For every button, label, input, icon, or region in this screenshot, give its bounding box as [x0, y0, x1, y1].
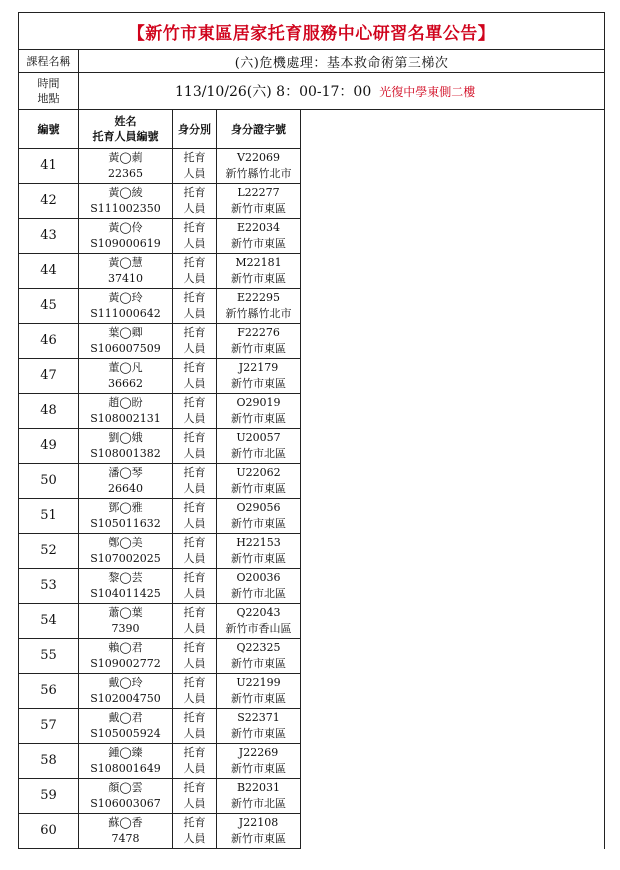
row-identity-cell — [173, 709, 217, 744]
row-identity-line1: 托育 — [183, 676, 206, 689]
row-id-number: U22062 — [236, 466, 281, 479]
row-number: 49 — [19, 429, 79, 464]
header-name — [79, 110, 173, 149]
row-number: 41 — [19, 149, 79, 184]
row-id-number: O29019 — [236, 396, 281, 409]
row-name-cell — [79, 709, 173, 744]
row-identity-cell — [173, 464, 217, 499]
row-number: 45 — [19, 289, 79, 324]
row-number: 60 — [19, 814, 79, 849]
location-label: 地點 — [37, 92, 60, 105]
row-identity-line1: 托育 — [183, 711, 206, 724]
row-number: 54 — [19, 604, 79, 639]
row-name-cell — [79, 184, 173, 219]
row-identity-line1: 托育 — [183, 571, 206, 584]
row-id-cell — [217, 254, 301, 289]
row-area: 新竹縣竹北市 — [225, 307, 292, 320]
row-area: 新竹市香山區 — [225, 622, 292, 635]
row-identity-line1: 托育 — [183, 431, 206, 444]
row-id-number: U22199 — [236, 676, 281, 689]
row-number: 46 — [19, 324, 79, 359]
row-id-number: H22153 — [236, 536, 281, 549]
row-identity-line1: 托育 — [183, 606, 206, 619]
row-number: 58 — [19, 744, 79, 779]
row-identity-line2: 人員 — [183, 307, 206, 320]
row-id-number: U20057 — [236, 431, 281, 444]
row-number: 51 — [19, 499, 79, 534]
row-identity-line1: 托育 — [183, 291, 206, 304]
row-identity-line2: 人員 — [183, 692, 206, 705]
row-id-cell — [217, 779, 301, 814]
row-caregiver-code: 26640 — [108, 482, 143, 495]
row-identity-cell — [173, 219, 217, 254]
row-identity-line2: 人員 — [183, 657, 206, 670]
row-identity-line1: 托育 — [183, 221, 206, 234]
row-identity-line2: 人員 — [183, 447, 206, 460]
row-identity-line2: 人員 — [183, 762, 206, 775]
row-number: 53 — [19, 569, 79, 604]
row-caregiver-code: 36662 — [108, 377, 143, 390]
row-number: 52 — [19, 534, 79, 569]
row-area: 新竹市東區 — [231, 657, 286, 670]
roster-table — [18, 12, 605, 849]
row-area: 新竹市北區 — [231, 797, 286, 810]
row-identity-cell — [173, 289, 217, 324]
row-name-cell — [79, 324, 173, 359]
row-area: 新竹市東區 — [231, 237, 286, 250]
row-area: 新竹市東區 — [231, 377, 286, 390]
row-id-number: Q22325 — [236, 641, 281, 654]
course-name: (六)危機處理：基本救命術第三梯次 — [79, 50, 605, 73]
row-identity-cell — [173, 324, 217, 359]
row-caregiver-code: 37410 — [108, 272, 143, 285]
row-number: 48 — [19, 394, 79, 429]
row-identity-cell — [173, 359, 217, 394]
row-id-cell — [217, 534, 301, 569]
row-id-number: O29056 — [236, 501, 281, 514]
row-caregiver-code: S108002131 — [90, 412, 161, 425]
row-identity-line1: 托育 — [183, 326, 206, 339]
row-identity-line1: 托育 — [183, 256, 206, 269]
row-name-cell — [79, 779, 173, 814]
row-id-number: Q22043 — [236, 606, 281, 619]
row-identity-cell — [173, 429, 217, 464]
row-caregiver-code: S111000642 — [90, 307, 161, 320]
row-number: 50 — [19, 464, 79, 499]
row-id-cell — [217, 219, 301, 254]
row-number: 44 — [19, 254, 79, 289]
row-number: 47 — [19, 359, 79, 394]
row-identity-line1: 托育 — [183, 641, 206, 654]
row-identity-cell — [173, 779, 217, 814]
row-id-number: F22276 — [237, 326, 280, 339]
row-identity-line1: 托育 — [183, 816, 206, 829]
row-identity-line1: 托育 — [183, 781, 206, 794]
row-area: 新竹市東區 — [231, 832, 286, 845]
row-identity-line2: 人員 — [183, 412, 206, 425]
row-name-cell — [79, 744, 173, 779]
row-identity-cell — [173, 569, 217, 604]
row-id-number: L22277 — [237, 186, 280, 199]
header-id-number: 身分證字號 — [217, 110, 301, 149]
row-identity-cell — [173, 744, 217, 779]
row-number: 56 — [19, 674, 79, 709]
row-caregiver-code: S109002772 — [90, 657, 161, 670]
row-name-cell — [79, 569, 173, 604]
row-identity-line2: 人員 — [183, 517, 206, 530]
row-name: 蘇◯香 — [108, 816, 143, 829]
row-area: 新竹市北區 — [231, 447, 286, 460]
row-identity-cell — [173, 604, 217, 639]
row-identity-cell — [173, 499, 217, 534]
row-number: 43 — [19, 219, 79, 254]
row-caregiver-code: S105011632 — [90, 517, 161, 530]
time-location-label — [19, 73, 79, 110]
blank-area — [301, 110, 605, 849]
row-name-cell — [79, 359, 173, 394]
row-identity-cell — [173, 394, 217, 429]
row-name-cell — [79, 149, 173, 184]
row-name-cell — [79, 604, 173, 639]
row-caregiver-code: S108001382 — [90, 447, 161, 460]
row-id-cell — [217, 359, 301, 394]
row-identity-line2: 人員 — [183, 272, 206, 285]
row-identity-line2: 人員 — [183, 832, 206, 845]
row-id-number: V22069 — [237, 151, 280, 164]
session-time: 113/10/26(六) 8：00-17：00 — [175, 84, 372, 100]
row-id-cell — [217, 149, 301, 184]
row-identity-line1: 托育 — [183, 746, 206, 759]
row-name: 黃◯玲 — [108, 291, 143, 304]
row-identity-cell — [173, 184, 217, 219]
row-id-cell — [217, 569, 301, 604]
row-identity-line2: 人員 — [183, 622, 206, 635]
time-label: 時間 — [37, 77, 60, 90]
row-name: 趙◯盼 — [108, 396, 143, 409]
row-identity-line1: 托育 — [183, 466, 206, 479]
row-name-cell — [79, 254, 173, 289]
row-area: 新竹市東區 — [231, 482, 286, 495]
row-identity-line1: 托育 — [183, 151, 206, 164]
row-identity-line2: 人員 — [183, 167, 206, 180]
session-location: 光復中學東側二樓 — [379, 85, 476, 99]
row-name-cell — [79, 429, 173, 464]
row-name: 鍾◯臻 — [108, 746, 143, 759]
row-name-cell — [79, 394, 173, 429]
row-name-cell — [79, 289, 173, 324]
row-identity-cell — [173, 674, 217, 709]
header-number: 編號 — [19, 110, 79, 149]
row-caregiver-code: S111002350 — [90, 202, 161, 215]
row-id-cell — [217, 709, 301, 744]
row-identity-line2: 人員 — [183, 797, 206, 810]
row-identity-line1: 托育 — [183, 361, 206, 374]
row-identity-line2: 人員 — [183, 727, 206, 740]
row-caregiver-code: S105005924 — [90, 727, 161, 740]
row-name: 鄭◯美 — [108, 536, 143, 549]
row-area: 新竹市東區 — [231, 517, 286, 530]
row-area: 新竹縣竹北市 — [225, 167, 292, 180]
row-caregiver-code: S108001649 — [90, 762, 161, 775]
row-identity-line1: 托育 — [183, 536, 206, 549]
row-id-cell — [217, 184, 301, 219]
row-id-cell — [217, 464, 301, 499]
row-caregiver-code: 7390 — [111, 622, 140, 635]
row-number: 59 — [19, 779, 79, 814]
row-id-number: E22295 — [236, 291, 281, 304]
row-name: 劉◯娥 — [108, 431, 143, 444]
row-id-number: M22181 — [235, 256, 282, 269]
row-name: 戴◯君 — [108, 711, 143, 724]
row-name: 顏◯雲 — [108, 781, 143, 794]
row-name: 蕭◯葉 — [108, 606, 143, 619]
row-caregiver-code: 7478 — [111, 832, 140, 845]
row-area: 新竹市東區 — [231, 692, 286, 705]
row-identity-line2: 人員 — [183, 202, 206, 215]
row-name: 黃◯莿 — [108, 151, 143, 164]
row-identity-line2: 人員 — [183, 587, 206, 600]
row-name-cell — [79, 499, 173, 534]
row-identity-line2: 人員 — [183, 237, 206, 250]
row-caregiver-code: S109000619 — [90, 237, 161, 250]
row-id-cell — [217, 499, 301, 534]
header-identity: 身分別 — [173, 110, 217, 149]
row-identity-cell — [173, 149, 217, 184]
row-name-cell — [79, 464, 173, 499]
row-identity-cell — [173, 639, 217, 674]
row-area: 新竹市東區 — [231, 762, 286, 775]
row-name: 黎◯芸 — [108, 571, 143, 584]
announcement-sheet — [18, 12, 604, 849]
row-id-cell — [217, 289, 301, 324]
row-name-cell — [79, 534, 173, 569]
row-number: 55 — [19, 639, 79, 674]
row-caregiver-code: S107002025 — [90, 552, 161, 565]
course-label: 課程名稱 — [19, 50, 79, 73]
row-caregiver-code: S102004750 — [90, 692, 161, 705]
row-id-number: J22269 — [238, 746, 279, 759]
row-id-cell — [217, 744, 301, 779]
page-title: 【新竹市東區居家托育服務中心研習名單公告】 — [19, 13, 605, 50]
row-number: 57 — [19, 709, 79, 744]
row-name: 黃◯伶 — [108, 221, 143, 234]
row-caregiver-code: S104011425 — [90, 587, 161, 600]
row-area: 新竹市東區 — [231, 272, 286, 285]
row-identity-line1: 托育 — [183, 501, 206, 514]
row-name: 董◯凡 — [108, 361, 143, 374]
row-caregiver-code: S106007509 — [90, 342, 161, 355]
row-id-number: B22031 — [236, 781, 281, 794]
row-caregiver-code: 22365 — [108, 167, 143, 180]
row-identity-cell — [173, 534, 217, 569]
table-header-row — [19, 110, 605, 149]
row-name-cell — [79, 674, 173, 709]
row-area: 新竹市東區 — [231, 412, 286, 425]
header-name-line2: 托育人員編號 — [92, 130, 159, 143]
row-area: 新竹市東區 — [231, 202, 286, 215]
row-area: 新竹市東區 — [231, 552, 286, 565]
row-id-number: O20036 — [236, 571, 281, 584]
row-name: 戴◯玲 — [108, 676, 143, 689]
row-identity-line2: 人員 — [183, 377, 206, 390]
row-name: 黃◯慧 — [108, 256, 143, 269]
row-name-cell — [79, 814, 173, 849]
row-id-cell — [217, 674, 301, 709]
row-name: 鄧◯雅 — [108, 501, 143, 514]
header-name-line1: 姓名 — [114, 115, 137, 128]
row-identity-line2: 人員 — [183, 552, 206, 565]
row-name: 黃◯綾 — [108, 186, 143, 199]
row-area: 新竹市東區 — [231, 727, 286, 740]
row-id-number: J22179 — [238, 361, 279, 374]
row-identity-cell — [173, 814, 217, 849]
row-id-cell — [217, 814, 301, 849]
row-name-cell — [79, 639, 173, 674]
row-name: 潘◯琴 — [108, 466, 143, 479]
row-identity-line2: 人員 — [183, 342, 206, 355]
row-id-cell — [217, 604, 301, 639]
row-name: 賴◯君 — [108, 641, 143, 654]
row-id-cell — [217, 394, 301, 429]
row-identity-line2: 人員 — [183, 482, 206, 495]
row-identity-line1: 托育 — [183, 396, 206, 409]
row-identity-line1: 托育 — [183, 186, 206, 199]
time-location-value — [79, 73, 605, 110]
row-name: 葉◯卿 — [108, 326, 143, 339]
row-id-cell — [217, 429, 301, 464]
row-name-cell — [79, 219, 173, 254]
row-id-number: J22108 — [238, 816, 279, 829]
row-id-number: E22034 — [236, 221, 281, 234]
row-id-number: S22371 — [237, 711, 280, 724]
row-id-cell — [217, 639, 301, 674]
row-caregiver-code: S106003067 — [90, 797, 161, 810]
row-area: 新竹市東區 — [231, 342, 286, 355]
row-number: 42 — [19, 184, 79, 219]
row-area: 新竹市北區 — [231, 587, 286, 600]
row-id-cell — [217, 324, 301, 359]
row-identity-cell — [173, 254, 217, 289]
